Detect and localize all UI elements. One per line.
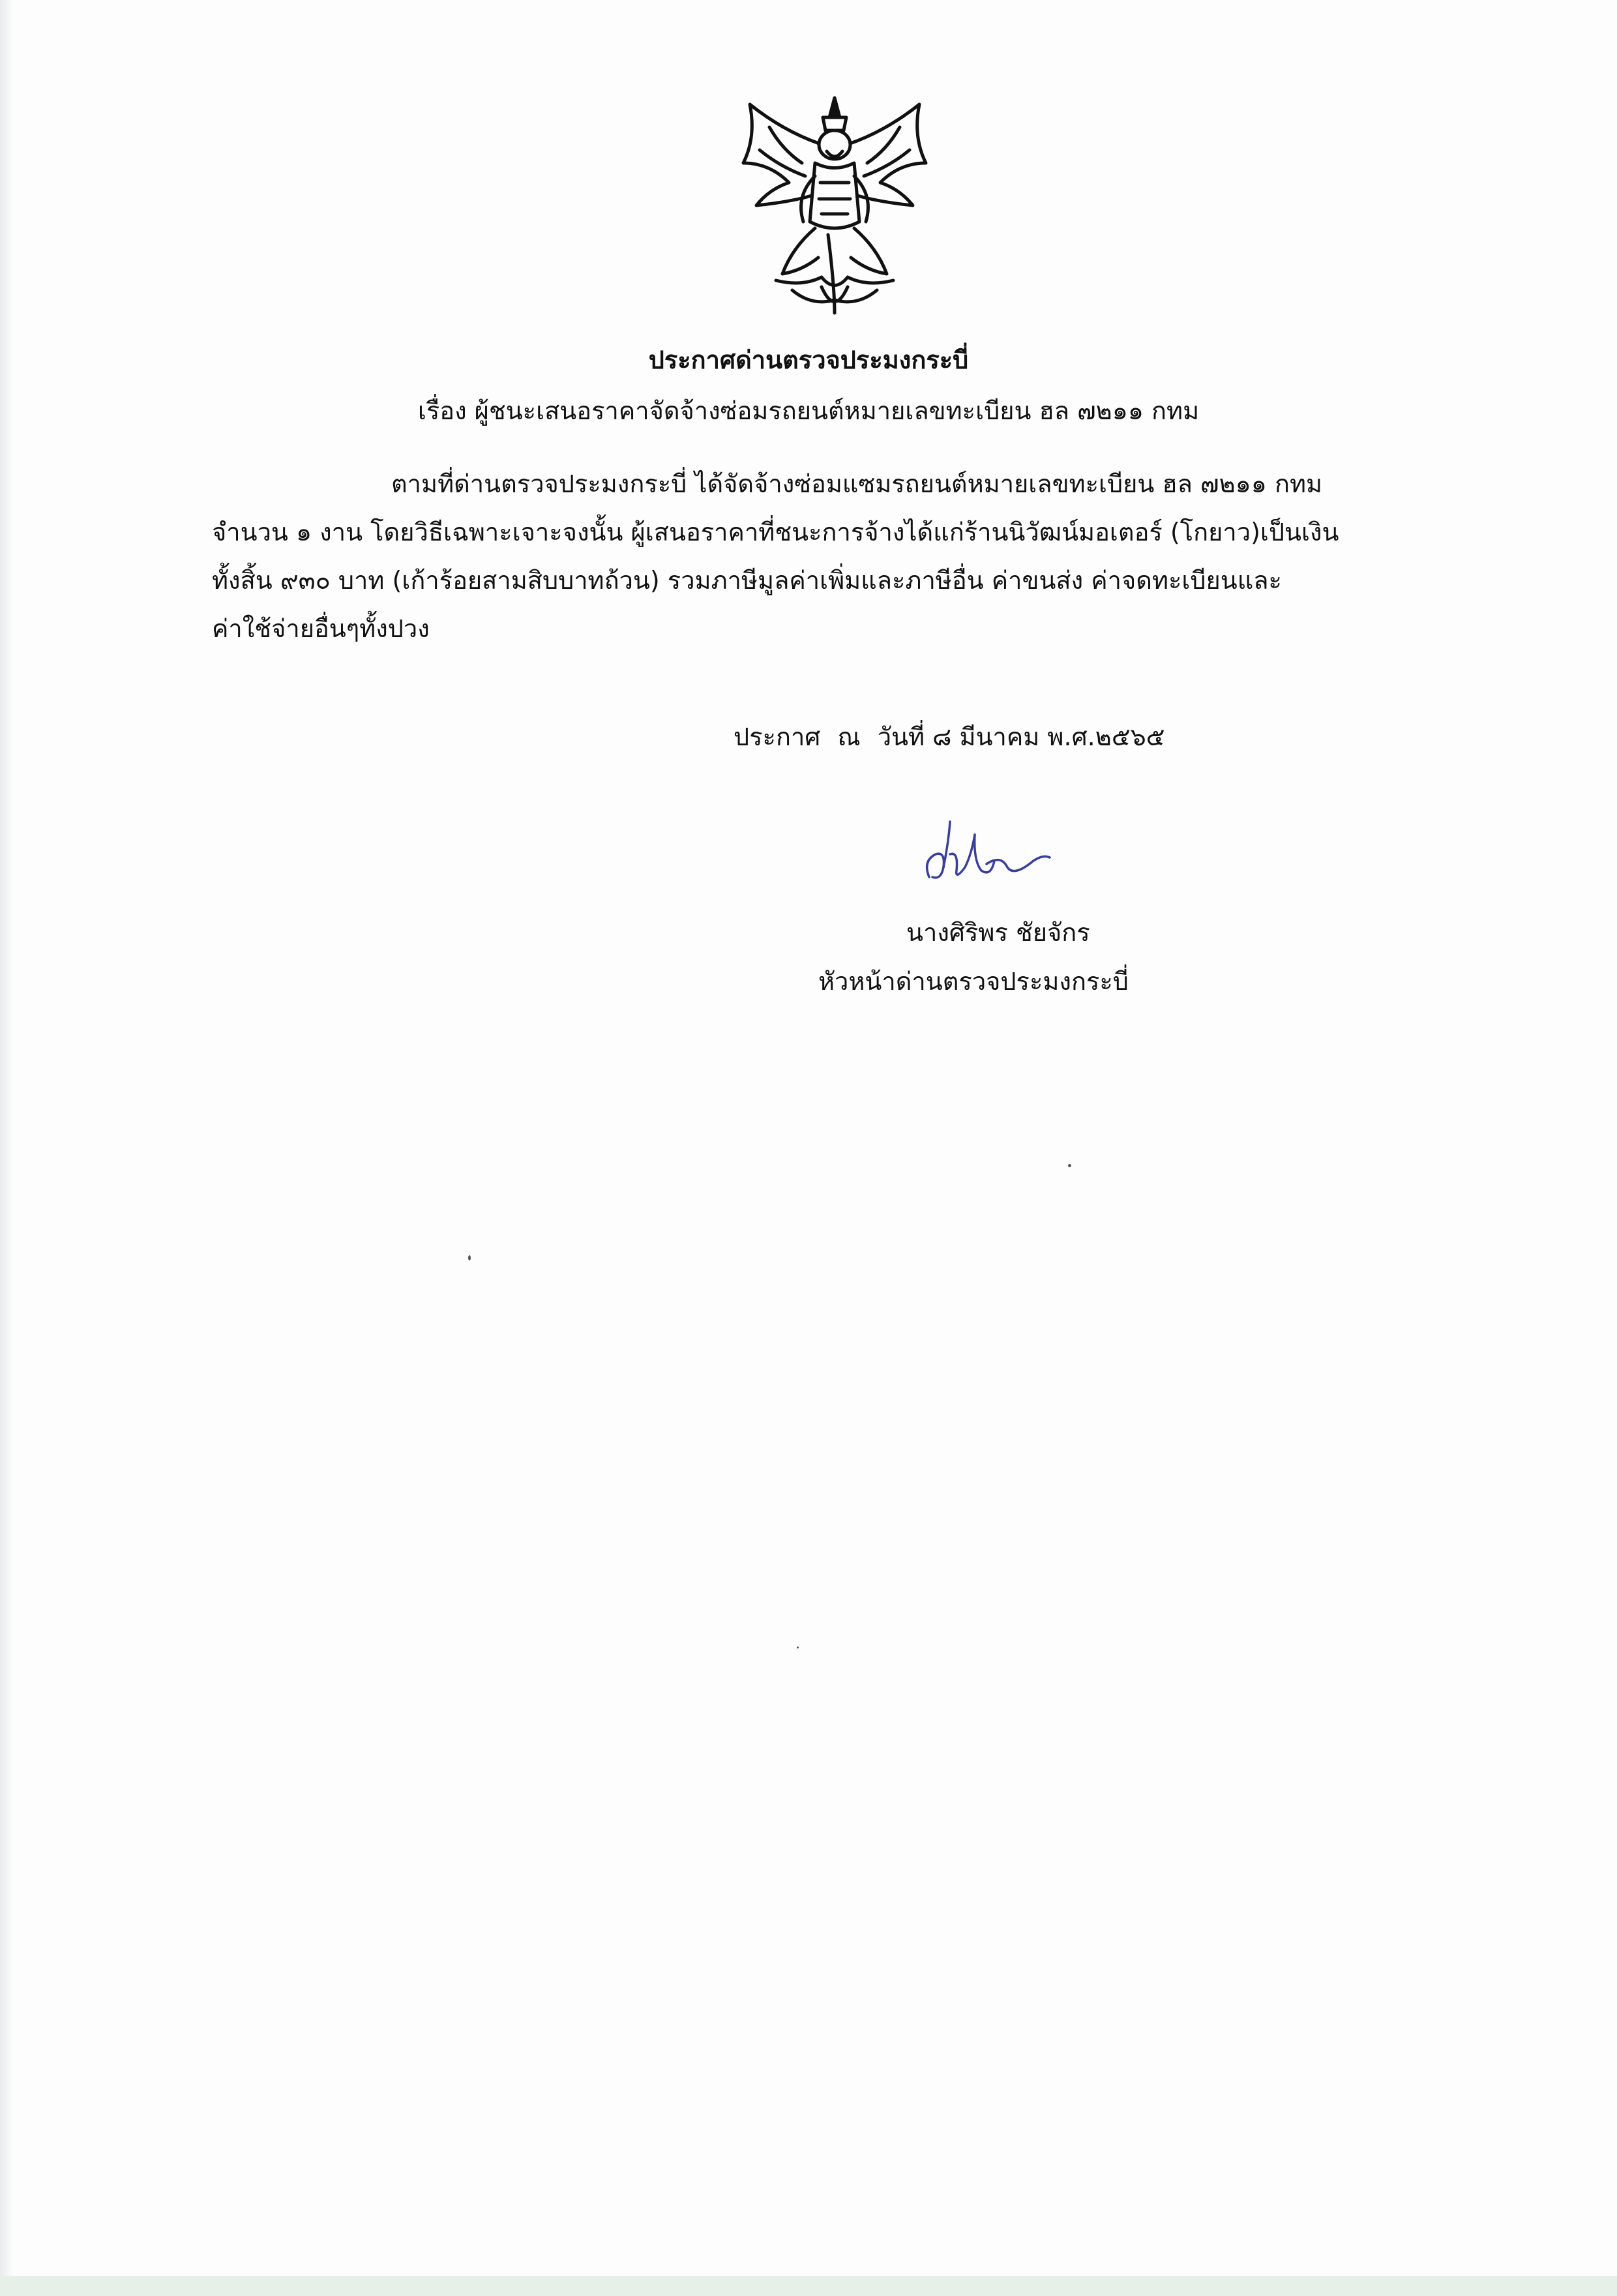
scan-speck [797, 1647, 799, 1648]
signature-icon [910, 815, 1053, 887]
announcement-date-line [734, 717, 1181, 756]
body-line: ทั้งสิ้น ๙๓๐ บาท (เก้าร้อยสามสิบบาทถ้วน) รวมภาษีมูลค่าเพิ่มและภาษีอื่น ค่าขนส่ง ค่าจดทะเบียนและ [212, 566, 1282, 595]
document-title: ประกาศด่านตรวจประมงกระบี่ [648, 346, 969, 374]
body-line: จำนวน ๑ งาน โดยวิธีเฉพาะเจาะจงนั้น ผู้เสนอราคาที่ชนะการจ้างได้แก่ร้านนิวัฒน์มอเตอร์ (โกยาว)เป็นเงิน [212, 518, 1339, 546]
body-paragraph [212, 460, 1464, 653]
signer-name: นางศิริพร ชัยจักร [906, 918, 1090, 947]
document-subject [0, 391, 1617, 430]
signer-position: หัวหน้าด่านตรวจประมงกระบี่ [818, 967, 1129, 996]
announcement-date: วันที่ ๘ มีนาคม พ.ศ.๒๕๖๕ [877, 723, 1165, 751]
garuda-emblem-icon [730, 91, 939, 320]
scan-speck [1068, 1164, 1071, 1167]
scan-edge-bottom [0, 2276, 1617, 2296]
subject-text: ผู้ชนะเสนอราคาจัดจ้างซ่อมรถยนต์หมายเลขทะเบียน ฮล ๗๒๑๑ กทม [474, 396, 1200, 425]
announcement-label: ประกาศ [734, 723, 821, 751]
subject-prefix: เรื่อง [417, 396, 467, 425]
announcement-at: ณ [837, 723, 861, 751]
scan-speck [468, 1255, 471, 1260]
body-line: ตามที่ด่านตรวจประมงกระบี่ ได้จัดจ้างซ่อมแซมรถยนต์หมายเลขทะเบียน ฮล ๗๒๑๑ กทม [391, 470, 1323, 498]
body-line: ค่าใช้จ่ายอื่นๆทั้งปวง [212, 614, 430, 643]
